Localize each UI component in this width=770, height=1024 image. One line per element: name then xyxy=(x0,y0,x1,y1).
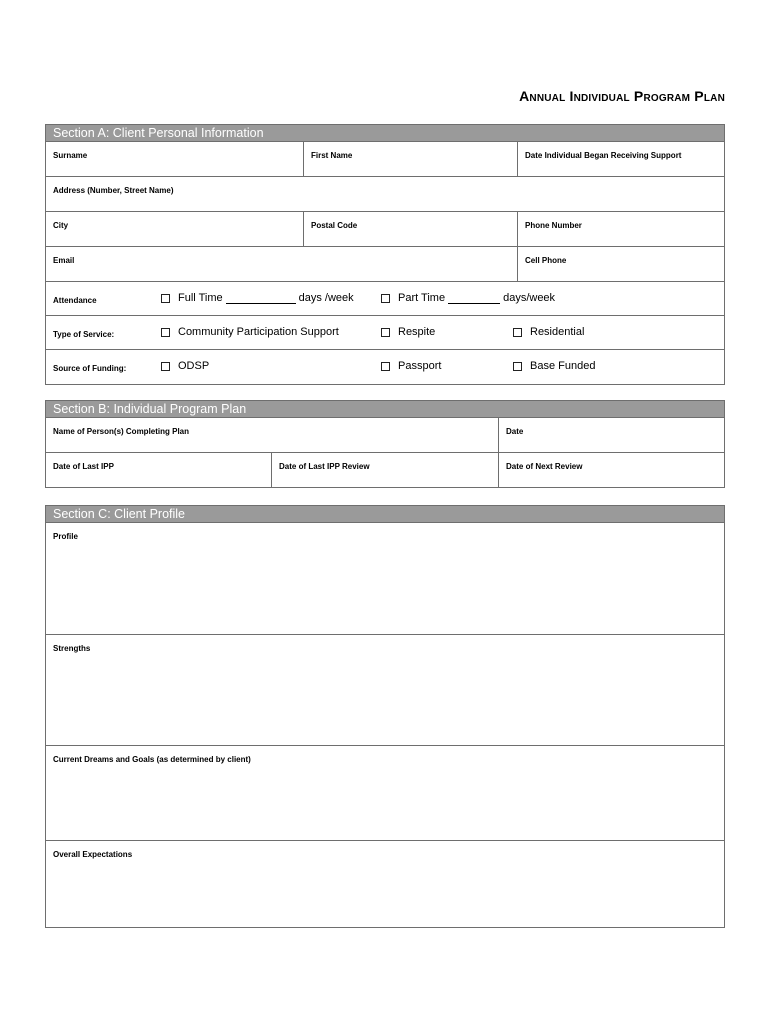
city-label: City xyxy=(53,221,69,230)
community-label: Community Participation Support xyxy=(178,326,339,338)
community-checkbox[interactable] xyxy=(161,328,170,337)
cell-phone-label: Cell Phone xyxy=(525,256,567,265)
cell-phone-field[interactable] xyxy=(518,247,724,281)
residential-option xyxy=(513,326,584,338)
attendance-row xyxy=(46,282,724,316)
address-label: Address (Number, Street Name) xyxy=(53,186,174,195)
base-funded-label: Base Funded xyxy=(530,360,596,372)
persons-label: Name of Person(s) Completing Plan xyxy=(53,427,190,436)
service-label: Type of Service: xyxy=(53,330,115,339)
last-review-label: Date of Last IPP Review xyxy=(279,462,370,471)
residential-checkbox[interactable] xyxy=(513,328,522,337)
full-time-checkbox[interactable] xyxy=(161,294,170,303)
community-option xyxy=(161,326,339,338)
odsp-checkbox[interactable] xyxy=(161,362,170,371)
page-title: Annual Individual Program Plan xyxy=(519,88,725,104)
next-review-label: Date of Next Review xyxy=(506,462,583,471)
dreams-label: Current Dreams and Goals (as determined by client) xyxy=(53,755,251,764)
base-funded-option xyxy=(513,360,595,372)
days-week-label-2: days/week xyxy=(503,292,556,304)
full-time-option xyxy=(161,292,354,304)
city-field[interactable] xyxy=(46,212,304,246)
section-c xyxy=(45,505,725,928)
date-began-label: Date Individual Began Receiving Support xyxy=(525,151,682,160)
passport-label: Passport xyxy=(398,360,442,372)
strengths-label: Strengths xyxy=(53,644,91,653)
expectations-field[interactable] xyxy=(46,841,724,927)
full-time-days-blank[interactable] xyxy=(226,293,296,304)
odsp-option xyxy=(161,360,209,372)
last-ipp-field[interactable] xyxy=(46,453,272,487)
row-city xyxy=(46,212,724,247)
expectations-label: Overall Expectations xyxy=(53,850,133,859)
respite-checkbox[interactable] xyxy=(381,328,390,337)
part-time-label: Part Time xyxy=(398,292,446,304)
phone-label: Phone Number xyxy=(525,221,582,230)
strengths-field[interactable] xyxy=(46,635,724,746)
section-a xyxy=(45,124,725,385)
profile-field[interactable] xyxy=(46,523,724,635)
row-name xyxy=(46,142,724,177)
funding-label: Source of Funding: xyxy=(53,364,127,373)
respite-label: Respite xyxy=(398,326,436,338)
date-began-field[interactable] xyxy=(518,142,724,176)
days-week-label-1: days /week xyxy=(298,292,354,304)
last-ipp-label: Date of Last IPP xyxy=(53,462,114,471)
part-time-option xyxy=(381,292,555,304)
respite-option xyxy=(381,326,435,338)
postal-code-label: Postal Code xyxy=(311,221,358,230)
dreams-field[interactable] xyxy=(46,746,724,841)
next-review-field[interactable] xyxy=(499,453,724,487)
residential-label: Residential xyxy=(530,326,585,338)
date-field[interactable] xyxy=(499,418,724,452)
row-review xyxy=(46,453,724,487)
funding-row xyxy=(46,350,724,384)
first-name-field[interactable] xyxy=(304,142,518,176)
date-label: Date xyxy=(506,427,524,436)
email-label: Email xyxy=(53,256,75,265)
surname-label: Surname xyxy=(53,151,88,160)
persons-field[interactable] xyxy=(46,418,499,452)
passport-checkbox[interactable] xyxy=(381,362,390,371)
service-row xyxy=(46,316,724,350)
base-funded-checkbox[interactable] xyxy=(513,362,522,371)
phone-field[interactable] xyxy=(518,212,724,246)
attendance-label: Attendance xyxy=(53,296,97,305)
part-time-checkbox[interactable] xyxy=(381,294,390,303)
email-field[interactable] xyxy=(46,247,518,281)
section-b-header: Section B: Individual Program Plan xyxy=(46,401,724,418)
section-b xyxy=(45,400,725,488)
first-name-label: First Name xyxy=(311,151,353,160)
row-persons xyxy=(46,418,724,453)
surname-field[interactable] xyxy=(46,142,304,176)
section-a-header: Section A: Client Personal Information xyxy=(46,125,724,142)
last-review-field[interactable] xyxy=(272,453,499,487)
odsp-label: ODSP xyxy=(178,360,210,372)
row-email xyxy=(46,247,724,282)
part-time-days-blank[interactable] xyxy=(448,293,500,304)
row-address xyxy=(46,177,724,212)
profile-label: Profile xyxy=(53,532,78,541)
full-time-label: Full Time xyxy=(178,292,223,304)
passport-option xyxy=(381,360,441,372)
postal-code-field[interactable] xyxy=(304,212,518,246)
address-field[interactable] xyxy=(46,177,724,211)
section-c-header: Section C: Client Profile xyxy=(46,506,724,523)
